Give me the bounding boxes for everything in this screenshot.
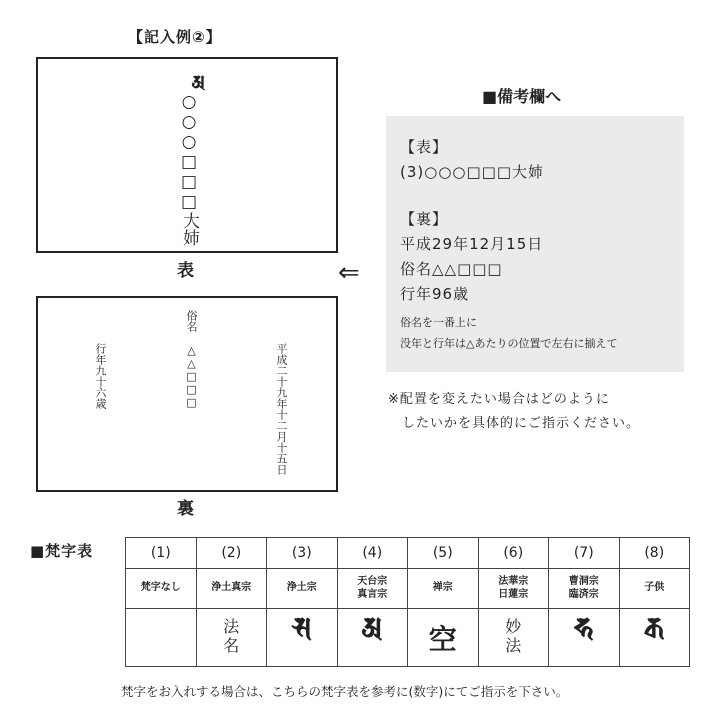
houmyo-text: 法名: [223, 616, 240, 656]
back-label: 裏: [177, 499, 194, 519]
remark-line: 平成29年12月15日: [400, 235, 544, 253]
bonji-sect: [337, 569, 408, 609]
remark-line: (3)○○○□□□大姉: [400, 163, 545, 181]
front-label: 表: [177, 261, 194, 281]
myouhou-text: 妙法: [505, 616, 522, 656]
bonji-table-title: ■梵字表: [30, 542, 94, 560]
bonji-table: [125, 537, 690, 667]
note-line: したいかを具体的にご指示ください。: [388, 416, 641, 431]
example-title: 【記入例②】: [128, 28, 222, 46]
bonji-glyph: [478, 609, 549, 667]
back-zokumyo-label: 俗名: [185, 310, 198, 332]
bonji-glyph: 𑖮: [549, 609, 620, 667]
bonji-sect: [126, 569, 197, 609]
bonji-glyph: 空: [408, 609, 479, 667]
sect-line: 法華宗: [498, 576, 529, 587]
bonji-glyph: 𑖎: [619, 609, 690, 667]
front-name-vertical: ○○○□□□大姉: [179, 92, 199, 246]
bonji-number: (7): [549, 538, 620, 569]
sect-line: 子供: [644, 582, 665, 594]
bonji-glyph: [196, 609, 267, 667]
bonji-number: (8): [619, 538, 690, 569]
sect-line: 臨済宗: [568, 588, 599, 600]
remarks-box: [386, 116, 684, 372]
left-arrow-icon: ⇐: [338, 258, 360, 288]
bonji-number: (6): [478, 538, 549, 569]
bonji-sect: [549, 569, 620, 609]
front-bonji-glyph: 𑖀: [194, 70, 215, 107]
back-gyonen: 行年九十六歳: [94, 343, 107, 409]
bonji-sect: [408, 569, 479, 609]
bonji-glyph: 𑖭: [267, 609, 338, 667]
remark-line: 俗名△△□□□: [400, 260, 503, 278]
remark-small: 没年と行年は△あたりの位置で左右に揃えて: [400, 337, 618, 350]
remark-line: 行年96歳: [400, 285, 470, 303]
bonji-glyph: [126, 609, 197, 667]
bonji-sect: [196, 569, 267, 609]
bonji-glyph: 𑖀: [337, 609, 408, 667]
sect-line: 真言宗: [357, 588, 388, 600]
remark-line: 【表】: [400, 138, 449, 156]
sect-line: 曹洞宗: [568, 576, 599, 587]
sect-line: 梵字なし: [140, 582, 181, 594]
back-zokumyo: △△□□□: [185, 344, 198, 409]
bonji-sect: [267, 569, 338, 609]
remark-small: 俗名を一番上に: [400, 316, 477, 329]
bonji-number: (2): [196, 538, 267, 569]
bonji-sect: [619, 569, 690, 609]
bonji-number: (4): [337, 538, 408, 569]
remarks-title: ■備考欄へ: [482, 87, 562, 106]
note-line: ※配置を変えたい場合はどのように: [388, 392, 610, 407]
back-date: 平成二十九年十二月十五日: [275, 343, 288, 475]
bonji-number: (5): [408, 538, 479, 569]
sect-line: 浄土真宗: [211, 582, 252, 594]
sect-line: 天台宗: [357, 576, 388, 587]
sect-line: 浄土宗: [286, 582, 317, 594]
bonji-number: (3): [267, 538, 338, 569]
remark-line: 【裏】: [400, 210, 449, 228]
sect-line: 日蓮宗: [498, 588, 529, 600]
sect-line: 禅宗: [432, 582, 453, 594]
bonji-number: (1): [126, 538, 197, 569]
bonji-sect: [478, 569, 549, 609]
footer-instruction: 梵字をお入れする場合は、こちらの梵字表を参考に(数字)にてご指示を下さい。: [121, 684, 569, 699]
